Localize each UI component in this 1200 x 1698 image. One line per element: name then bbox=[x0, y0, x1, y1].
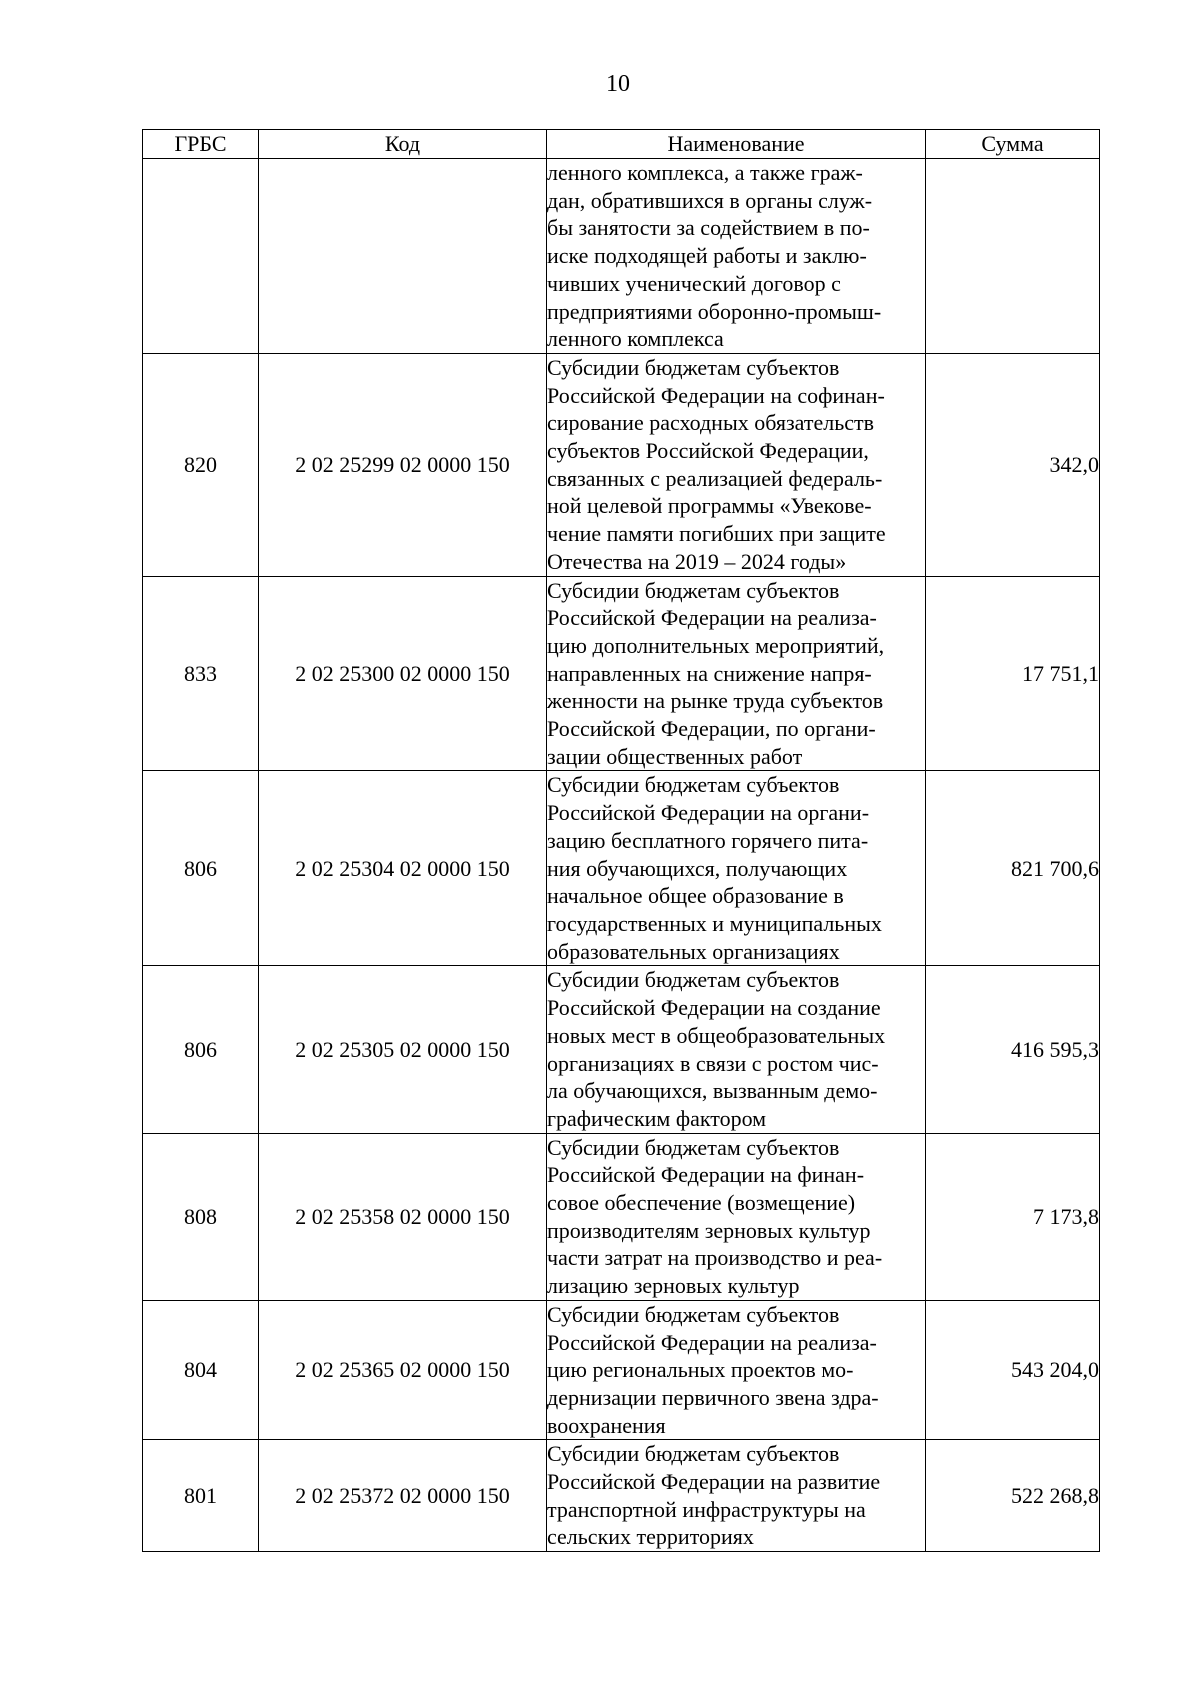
name-line: Российской Федерации, по органи- bbox=[547, 716, 876, 742]
table-row bbox=[143, 771, 1100, 966]
name-line: воохранения bbox=[547, 1412, 666, 1438]
cell-grbs: 808 bbox=[143, 1133, 259, 1300]
budget-table bbox=[142, 129, 1100, 1552]
name-line: предприятиями оборонно-промыш- bbox=[547, 298, 882, 324]
header-sum: Сумма bbox=[926, 130, 1100, 159]
name-line: ной целевой программы «Увекове- bbox=[547, 493, 872, 519]
name-line: Субсидии бюджетам субъектов bbox=[547, 967, 840, 993]
name-line: женности на рынке труда субъектов bbox=[547, 688, 884, 714]
name-line: цию дополнительных мероприятий, bbox=[547, 632, 885, 658]
cell-name bbox=[547, 771, 926, 966]
name-line: Российской Федерации на софинан- bbox=[547, 382, 885, 408]
header-grbs: ГРБС bbox=[143, 130, 259, 159]
name-line: части затрат на производство и реа- bbox=[547, 1245, 883, 1271]
name-line: Субсидии бюджетам субъектов bbox=[547, 1441, 840, 1467]
table-row bbox=[143, 1133, 1100, 1300]
table-header-row bbox=[143, 130, 1100, 159]
table-row bbox=[143, 1300, 1100, 1440]
cell-code: 2 02 25372 02 0000 150 bbox=[259, 1440, 547, 1552]
cell-grbs bbox=[143, 159, 259, 354]
name-line: ла обучающихся, вызванным демо- bbox=[547, 1078, 878, 1104]
name-line: Субсидии бюджетам субъектов bbox=[547, 577, 840, 603]
name-line: ленного комплекса, а также граж- bbox=[547, 160, 863, 185]
name-line: графическим фактором bbox=[547, 1105, 767, 1131]
name-line: Российской Федерации на развитие bbox=[547, 1469, 881, 1495]
name-line: дан, обратившихся в органы служ- bbox=[547, 187, 873, 213]
cell-grbs: 833 bbox=[143, 576, 259, 771]
page-number: 10 bbox=[606, 71, 630, 97]
name-line: образовательных организациях bbox=[547, 938, 840, 964]
table-row bbox=[143, 1440, 1100, 1552]
table-row bbox=[143, 966, 1100, 1133]
name-line: сирование расходных обязательств bbox=[547, 410, 875, 436]
cell-code: 2 02 25305 02 0000 150 bbox=[259, 966, 547, 1133]
cell-name bbox=[547, 1440, 926, 1552]
name-line: лизацию зерновых культур bbox=[547, 1273, 800, 1299]
cell-grbs: 820 bbox=[143, 353, 259, 576]
name-line: производителям зерновых культур bbox=[547, 1217, 871, 1243]
cell-grbs: 804 bbox=[143, 1300, 259, 1440]
name-line: ния обучающихся, получающих bbox=[547, 855, 848, 881]
table-body bbox=[143, 159, 1100, 1552]
name-line: бы занятости за содействием в по- bbox=[547, 215, 870, 241]
name-line: Российской Федерации на создание bbox=[547, 995, 881, 1021]
name-line: государственных и муниципальных bbox=[547, 910, 882, 936]
name-line: цию региональных проектов мо- bbox=[547, 1357, 854, 1383]
cell-sum: 7 173,8 bbox=[926, 1133, 1100, 1300]
name-line: сельских территориях bbox=[547, 1524, 754, 1550]
cell-name bbox=[547, 966, 926, 1133]
cell-name bbox=[547, 353, 926, 576]
name-line: чение памяти погибших при защите bbox=[547, 521, 886, 547]
name-line: зацию бесплатного горячего пита- bbox=[547, 827, 869, 853]
cell-sum: 522 268,8 bbox=[926, 1440, 1100, 1552]
name-line: начальное общее образование в bbox=[547, 883, 844, 909]
name-line: Субсидии бюджетам субъектов bbox=[547, 354, 840, 380]
name-line: субъектов Российской Федерации, bbox=[547, 438, 869, 464]
name-line: Субсидии бюджетам субъектов bbox=[547, 772, 840, 798]
cell-code: 2 02 25365 02 0000 150 bbox=[259, 1300, 547, 1440]
table-row bbox=[143, 353, 1100, 576]
header-name: Наименование bbox=[547, 130, 926, 159]
cell-grbs: 806 bbox=[143, 966, 259, 1133]
cell-code: 2 02 25304 02 0000 150 bbox=[259, 771, 547, 966]
cell-grbs: 806 bbox=[143, 771, 259, 966]
name-line: транспортной инфраструктуры на bbox=[547, 1496, 866, 1522]
name-line: Субсидии бюджетам субъектов bbox=[547, 1134, 840, 1160]
header-code: Код bbox=[259, 130, 547, 159]
name-line: Субсидии бюджетам субъектов bbox=[547, 1301, 840, 1327]
cell-sum: 17 751,1 bbox=[926, 576, 1100, 771]
name-line: направленных на снижение напря- bbox=[547, 660, 872, 686]
name-line: связанных с реализацией федераль- bbox=[547, 465, 883, 491]
cell-name bbox=[547, 159, 926, 354]
cell-sum: 821 700,6 bbox=[926, 771, 1100, 966]
table-row bbox=[143, 159, 1100, 354]
cell-sum: 342,0 bbox=[926, 353, 1100, 576]
name-line: дернизации первичного звена здра- bbox=[547, 1384, 879, 1410]
cell-code: 2 02 25358 02 0000 150 bbox=[259, 1133, 547, 1300]
cell-code: 2 02 25300 02 0000 150 bbox=[259, 576, 547, 771]
cell-sum: 543 204,0 bbox=[926, 1300, 1100, 1440]
cell-sum bbox=[926, 159, 1100, 354]
name-line: организациях в связи с ростом чис- bbox=[547, 1050, 879, 1076]
name-line: Российской Федерации на финан- bbox=[547, 1162, 865, 1188]
name-line: Российской Федерации на реализа- bbox=[547, 1329, 877, 1355]
cell-name bbox=[547, 1133, 926, 1300]
cell-sum: 416 595,3 bbox=[926, 966, 1100, 1133]
name-line: новых мест в общеобразовательных bbox=[547, 1022, 886, 1048]
name-line: ленного комплекса bbox=[547, 326, 724, 352]
name-line: Российской Федерации на реализа- bbox=[547, 605, 877, 631]
cell-name bbox=[547, 576, 926, 771]
cell-grbs: 801 bbox=[143, 1440, 259, 1552]
cell-code: 2 02 25299 02 0000 150 bbox=[259, 353, 547, 576]
table-row bbox=[143, 576, 1100, 771]
name-line: Отечества на 2019 – 2024 годы» bbox=[547, 548, 847, 574]
name-line: иске подходящей работы и заклю- bbox=[547, 243, 867, 269]
cell-code bbox=[259, 159, 547, 354]
name-line: совое обеспечение (возмещение) bbox=[547, 1190, 856, 1216]
name-line: зации общественных работ bbox=[547, 743, 803, 769]
cell-name bbox=[547, 1300, 926, 1440]
name-line: Российской Федерации на органи- bbox=[547, 800, 870, 826]
name-line: чивших ученический договор с bbox=[547, 270, 841, 296]
